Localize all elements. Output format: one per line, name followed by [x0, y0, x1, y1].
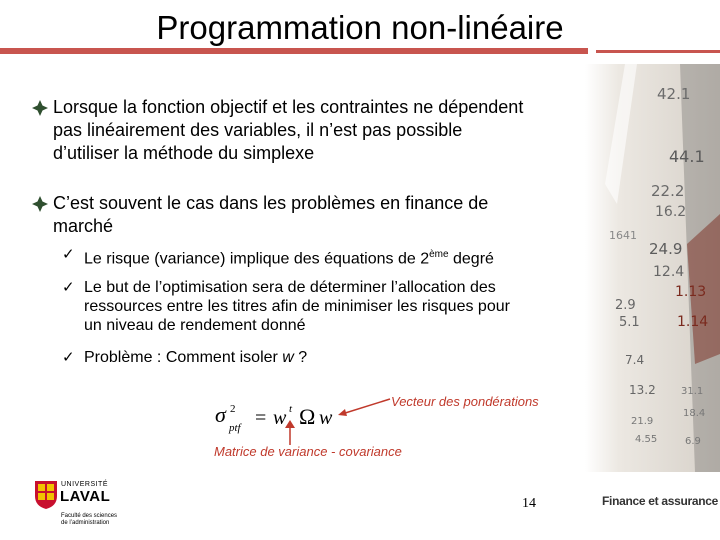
variable-w: w	[282, 349, 294, 366]
logo-line-1: UNIVERSITÉ	[61, 481, 109, 488]
portfolio-variance-formula	[213, 400, 343, 436]
shield-icon	[34, 480, 58, 510]
photo-number-3: 22.2	[651, 182, 685, 200]
bullet-finance-markets	[32, 192, 577, 238]
formula-w: w	[273, 407, 287, 429]
photo-number-11: 13.2	[629, 383, 656, 397]
annotation-arrow-up	[284, 420, 296, 446]
bullet-line: d’utiliser la méthode du simplexe	[53, 143, 315, 163]
checkmark-icon: ✓	[62, 348, 75, 366]
photo-number-9: 5.1	[619, 315, 640, 330]
diamond-bullet-icon	[32, 196, 48, 212]
sub-bullet-text	[84, 348, 572, 367]
title-rule-left	[0, 48, 588, 54]
universite-laval-logo	[26, 478, 126, 528]
diamond-bullet-icon	[32, 100, 48, 116]
finance-assurance-brand: Finance et assurance	[602, 494, 719, 508]
formula-subscript: ptf	[229, 422, 241, 434]
logo-line-4: de l’administration	[61, 520, 110, 526]
bullet-line: C’est souvent le cas dans les problèmes en finance de	[53, 193, 489, 213]
bullet-line: pas linéairement des variables, il n’est pas possible	[53, 120, 463, 140]
formula-transpose: t	[289, 403, 293, 415]
photo-number-4: 16.2	[655, 204, 687, 220]
photo-number-7: 1641	[609, 229, 637, 242]
bullet-line: Lorsque la fonction objectif et les contraintes ne dépendent	[53, 97, 524, 117]
svg-text:6.9: 6.9	[685, 436, 701, 447]
sub-bullet-suffix: degré	[448, 250, 494, 268]
photo-number-5: 24.9	[649, 240, 683, 258]
sub-bullet-line: un niveau de rendement donné	[84, 317, 306, 334]
sub-bullet-line: Le but de l’optimisation sera de déterminer l’allocation des	[84, 279, 496, 296]
bullet-nonlinear-definition	[32, 96, 577, 165]
sub-bullet-text	[84, 245, 572, 268]
formula-exponent: 2	[230, 403, 236, 415]
svg-text:4.55: 4.55	[635, 434, 658, 445]
logo-line-3: Faculté des sciences	[61, 513, 118, 519]
formula-equals: =	[255, 407, 267, 429]
superscript: ème	[429, 249, 449, 260]
logo-line-2: LAVAL	[60, 488, 111, 505]
sub-bullet-suffix: ?	[293, 349, 308, 366]
page-number: 14	[522, 496, 536, 511]
annotation-arrow	[336, 396, 392, 418]
checkmark-icon: ✓	[62, 245, 75, 263]
sub-bullet-prefix: Problème : Comment isoler	[84, 349, 283, 366]
photo-number-10: 7.4	[625, 353, 645, 367]
sub-bullet-problem	[62, 348, 572, 367]
sub-bullet-line: ressources entre les titres afin de minimiser les risques pour	[84, 298, 510, 315]
photo-number-1: 42.1	[657, 85, 691, 103]
svg-text:21.9: 21.9	[631, 416, 654, 427]
photo-number-2: 44.1	[669, 147, 705, 166]
sub-bullet-prefix: Le risque (variance) implique des équations de 2	[84, 250, 430, 268]
formula-w2: w	[319, 407, 333, 429]
svg-text:31.1: 31.1	[681, 386, 704, 397]
bullet-line: marché	[53, 216, 114, 236]
annotation-covariance-matrix: Matrice de variance - covariance	[214, 444, 402, 459]
photo-number-8: 2.9	[615, 298, 636, 313]
photo-number-13: 1.14	[677, 314, 709, 330]
formula-sigma: σ	[215, 402, 226, 427]
financial-figures-photo	[585, 64, 720, 472]
formula-omega: Ω	[299, 404, 316, 429]
photo-number-6: 12.4	[653, 264, 685, 280]
title-rule-right	[596, 50, 720, 53]
sub-bullet-variance	[62, 245, 572, 268]
svg-text:18.4: 18.4	[683, 408, 706, 419]
checkmark-icon: ✓	[62, 278, 75, 296]
annotation-weights-vector: Vecteur des pondérations	[391, 394, 539, 409]
slide-title: Programmation non-linéaire	[156, 9, 564, 46]
sub-bullet-optimisation-goal	[62, 278, 572, 335]
photo-number-12: 1.13	[675, 284, 707, 300]
